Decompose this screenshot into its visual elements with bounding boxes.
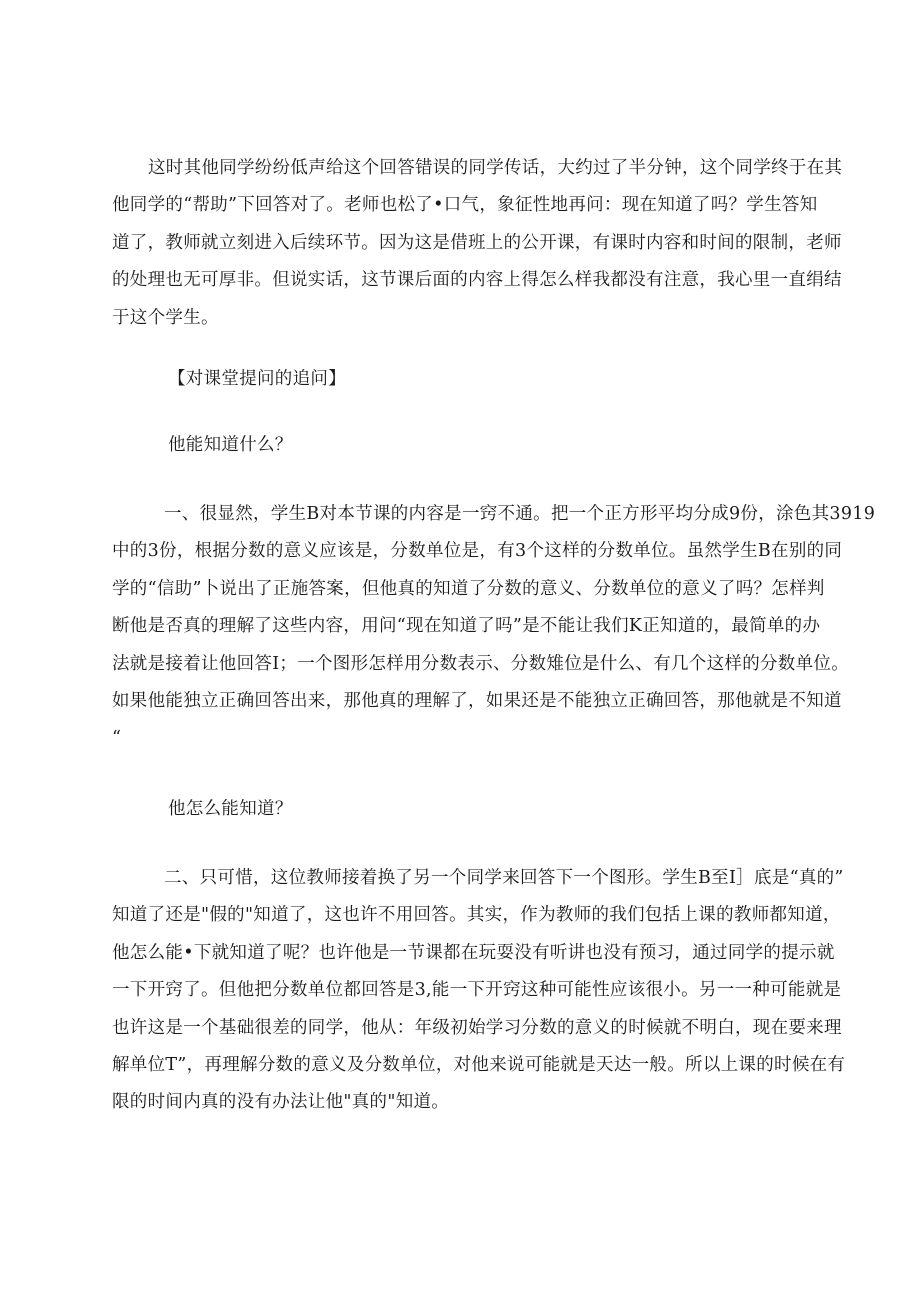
paragraph-3 xyxy=(112,860,846,1122)
paragraph-2 xyxy=(112,496,876,758)
paragraph-1-line: 的处理也无可厚非。但说实话，这节课后面的内容上得怎么样我都没有注意，我心里一直绢结 xyxy=(112,270,842,291)
paragraph-2-line: 法就是接着让他回答I；一个图形怎样用分数表示、分数雉位是什么、有几个这样的分数单位。 xyxy=(112,653,850,674)
paragraph-1 xyxy=(112,150,843,337)
paragraph-3-line: 他怎么能•下就知道了呢？也许他是一节课都在玩耍没有听讲也没有预习，通过同学的提示就 xyxy=(112,942,835,963)
section-heading: 【对课堂提问的追问】 xyxy=(168,369,346,389)
paragraph-3-line: 二、只可惜，这位教师接着换了另一个同学来回答下一个图形。学生B至I］底是“真的” xyxy=(164,868,844,888)
paragraph-2-line: 中的3份，根据分数的意义应该是，分数单位是，有3个这样的分数单位。虽然学生B在别的同 xyxy=(112,541,843,562)
paragraph-3-line: 限的时间内真的没有办法让他"真的"知道。 xyxy=(112,1092,450,1113)
paragraph-2-line: 一、很显然，学生B对本节课的内容是一窍不通。把一个正方形平均分成9份，涂色其3919 xyxy=(164,504,876,524)
question-2: 他怎么能知道？ xyxy=(168,799,293,819)
paragraph-2-line: 断他是否真的理解了这些内容，用问“现在知道了吗”是不能让我们K正知道的，最简单的办 xyxy=(112,616,821,637)
paragraph-3-line: 解单位T”，再理解分数的意义及分数单位，对他来说可能就是天达一般。所以上课的时候在有 xyxy=(112,1055,846,1076)
paragraph-1-line: 这时其他同学纷纷低声给这个回答错误的同学传话，大约过了半分钟，这个同学终于在其 xyxy=(148,158,843,178)
paragraph-3-line: 也许这是一个基础很差的同学，他从：年级初始学习分数的意义的时候就不明白，现在要来理 xyxy=(112,1017,842,1038)
paragraph-1-line: 于这个学生。 xyxy=(112,307,219,328)
paragraph-1-line: 他同学的“帮助”下回答对了。老师也松了•口气，象征性地再问：现在知道了吗？学生答知 xyxy=(112,195,818,216)
paragraph-3-line: 知道了还是"假的"知道了，这也许不用回答。其实，作为教师的我们包括上课的教师都知道， xyxy=(112,905,841,926)
question-1: 他能知道什么？ xyxy=(168,435,293,455)
paragraph-3-line: 一下开窍了。但他把分数单位都回答是3,能一下开窍这种可能性应该很小。另一一种可能就是 xyxy=(112,980,842,1001)
paragraph-2-line: 如果他能独立正确回答出来，那他真的理解了，如果还是不能独立正确回答，那他就是不知道 xyxy=(112,691,842,712)
paragraph-2-line: 学的“信助”卜说出了正施答案，但他真的知道了分数的意义、分数单位的意义了吗？怎样判 xyxy=(112,578,825,599)
paragraph-1-line: 道了，教师就立刻进入后续环节。因为这是借班上的公开课，有课时内容和时间的限制，老师 xyxy=(112,232,842,253)
paragraph-2-line: “ xyxy=(112,728,122,749)
